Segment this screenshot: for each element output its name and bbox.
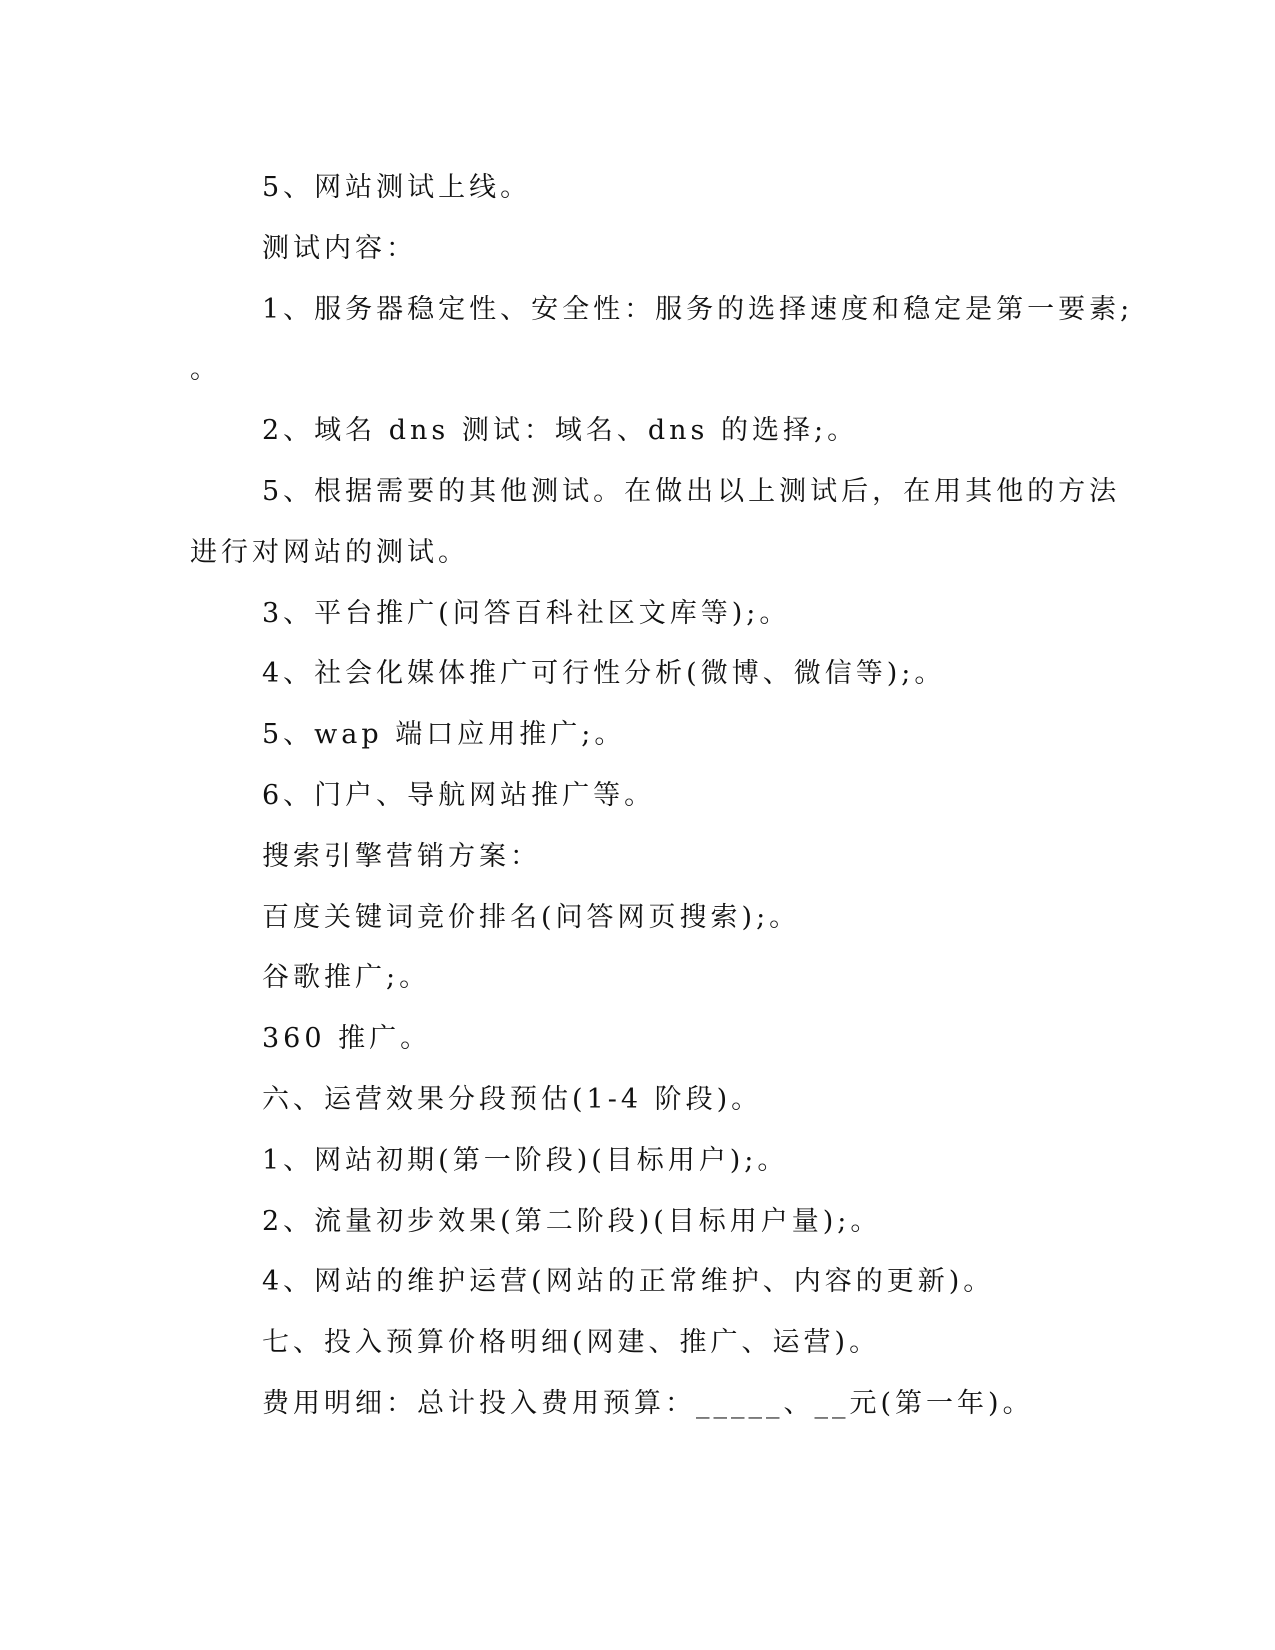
- paragraph-line: 5、wap 端口应用推广;。: [262, 719, 626, 750]
- paragraph-line: 4、社会化媒体推广可行性分析(微博、微信等);。: [262, 658, 946, 689]
- paragraph-line: 1、网站初期(第一阶段)(目标用户);。: [262, 1145, 789, 1176]
- paragraph-line: 2、流量初步效果(第二阶段)(目标用户量);。: [262, 1206, 882, 1237]
- paragraph-line: 百度关键词竞价排名(问答网页搜索);。: [262, 902, 801, 933]
- paragraph-line: 谷歌推广;。: [262, 962, 431, 993]
- paragraph-line: 2、域名 dns 测试：域名、dns 的选择;。: [262, 415, 859, 446]
- paragraph-line: 六、运营效果分段预估(1-4 阶段)。: [262, 1084, 763, 1115]
- paragraph-line: 搜索引擎营销方案：: [262, 841, 541, 872]
- paragraph-line: 5、根据需要的其他测试。在做出以上测试后，在用其他的方法: [262, 476, 1121, 507]
- paragraph-line: 4、网站的维护运营(网站的正常维护、内容的更新)。: [262, 1266, 995, 1297]
- paragraph-line: 360 推广。: [262, 1023, 432, 1054]
- paragraph-line: 七、投入预算价格明细(网建、推广、运营)。: [262, 1327, 881, 1358]
- paragraph-line: 进行对网站的测试。: [190, 537, 469, 568]
- paragraph-line: 5、网站测试上线。: [262, 172, 532, 203]
- paragraph-line: 6、门户、导航网站推广等。: [262, 780, 656, 811]
- paragraph-line: 1、服务器稳定性、安全性：服务的选择速度和稳定是第一要素;: [262, 294, 1134, 325]
- paragraph-line: 测试内容：: [262, 233, 417, 264]
- paragraph-line: 费用明细：总计投入费用预算：_____、__元(第一年)。: [262, 1388, 1034, 1419]
- paragraph-line: 3、平台推广(问答百科社区文库等);。: [262, 598, 791, 629]
- paragraph-line: 。: [190, 354, 221, 385]
